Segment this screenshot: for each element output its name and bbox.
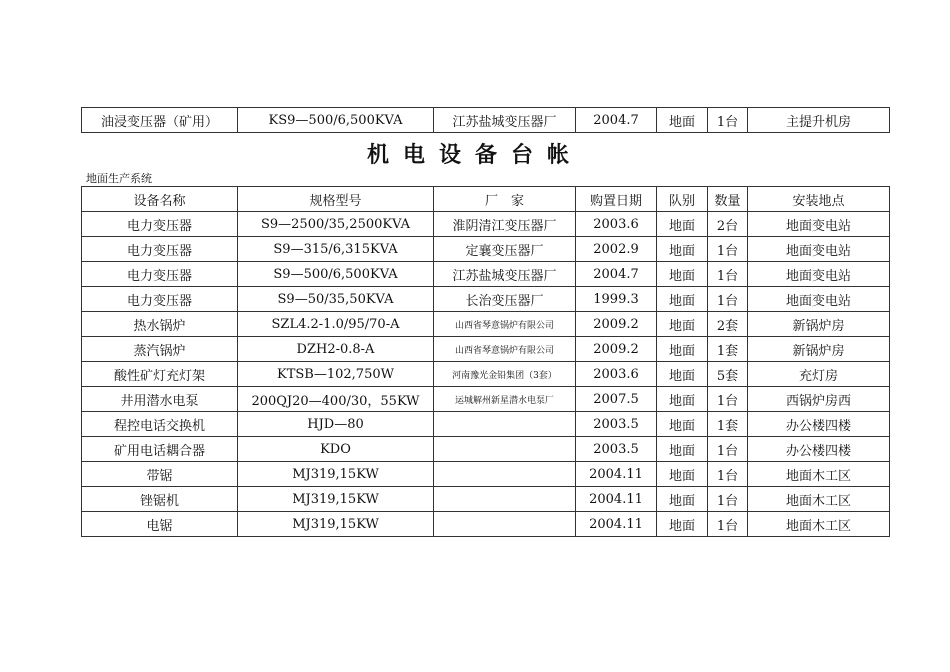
cell-model: HJD—80: [238, 412, 434, 437]
cell-qty: 1套: [708, 412, 748, 437]
cell-maker: [434, 487, 576, 512]
header-location: 安装地点: [748, 187, 890, 212]
cell-location: 地面木工区: [748, 487, 890, 512]
cell-location: 地面变电站: [748, 262, 890, 287]
cell-model: SZL4.2-1.0/95/70-A: [238, 312, 434, 337]
cell-model: DZH2-0.8-A: [238, 337, 434, 362]
cell-team: 地面: [657, 108, 708, 133]
cell-name: 电锯: [82, 512, 238, 537]
cell-team: 地面: [657, 312, 708, 337]
cell-location: 地面变电站: [748, 287, 890, 312]
cell-team: 地面: [657, 462, 708, 487]
cell-name: 矿用电话耦合器: [82, 437, 238, 462]
cell-name: 程控电话交换机: [82, 412, 238, 437]
cell-date: 2007.5: [576, 387, 657, 412]
cell-model: 200QJ20—400/30，55KW: [238, 387, 434, 412]
cell-team: 地面: [657, 412, 708, 437]
table-row: [82, 337, 890, 362]
cell-team: 地面: [657, 262, 708, 287]
cell-qty: 1台: [708, 262, 748, 287]
cell-date: 2003.5: [576, 412, 657, 437]
cell-maker: 江苏盐城变压器厂: [434, 108, 576, 133]
table-row: [82, 437, 890, 462]
section-subtitle: 地面生产系统: [86, 172, 152, 185]
cell-location: 新锅炉房: [748, 337, 890, 362]
cell-location: 办公楼四楼: [748, 412, 890, 437]
cell-location: 西锅炉房西: [748, 387, 890, 412]
cell-maker: 江苏盐城变压器厂: [434, 262, 576, 287]
cell-qty: 1台: [708, 287, 748, 312]
cell-maker: 长治变压器厂: [434, 287, 576, 312]
table-row: [82, 287, 890, 312]
cell-name: 带锯: [82, 462, 238, 487]
cell-maker: [434, 437, 576, 462]
cell-name: 电力变压器: [82, 287, 238, 312]
cell-qty: 1台: [708, 437, 748, 462]
cell-name: 电力变压器: [82, 212, 238, 237]
table-row: [82, 387, 890, 412]
cell-date: 2004.7: [576, 108, 657, 133]
cell-maker: 河南豫光金铅集团（3套）: [434, 362, 576, 387]
cell-date: 2009.2: [576, 312, 657, 337]
cell-date: 2004.7: [576, 262, 657, 287]
cell-name: 电力变压器: [82, 237, 238, 262]
cell-team: 地面: [657, 212, 708, 237]
cell-date: 1999.3: [576, 287, 657, 312]
cell-team: 地面: [657, 287, 708, 312]
cell-date: 2003.5: [576, 437, 657, 462]
cell-location: 地面木工区: [748, 512, 890, 537]
cell-qty: 2套: [708, 312, 748, 337]
table-row: [82, 312, 890, 337]
table-row: [82, 237, 890, 262]
cell-model: S9—500/6,500KVA: [238, 262, 434, 287]
cell-location: 主提升机房: [748, 108, 890, 133]
cell-name: 电力变压器: [82, 262, 238, 287]
cell-name: 热水锅炉: [82, 312, 238, 337]
cell-name: 井用潜水电泵: [82, 387, 238, 412]
cell-maker: [434, 462, 576, 487]
cell-location: 地面木工区: [748, 462, 890, 487]
cell-qty: 1台: [708, 237, 748, 262]
cell-location: 新锅炉房: [748, 312, 890, 337]
cell-model: S9—50/35,50KVA: [238, 287, 434, 312]
page-title: 机电设备台帐: [366, 142, 583, 168]
cell-team: 地面: [657, 337, 708, 362]
cell-team: 地面: [657, 512, 708, 537]
cell-name: 酸性矿灯充灯架: [82, 362, 238, 387]
cell-qty: 1台: [708, 108, 748, 133]
table-header-row: [82, 187, 890, 212]
header-maker: 厂 家: [434, 187, 576, 212]
header-qty: 数量: [708, 187, 748, 212]
cell-date: 2004.11: [576, 462, 657, 487]
cell-date: 2003.6: [576, 212, 657, 237]
cell-maker: 定襄变压器厂: [434, 237, 576, 262]
cell-qty: 5套: [708, 362, 748, 387]
cell-qty: 1台: [708, 487, 748, 512]
cell-model: MJ319,15KW: [238, 462, 434, 487]
cell-name: 油浸变压器（矿用）: [82, 108, 238, 133]
table-row: [82, 412, 890, 437]
cell-date: 2004.11: [576, 512, 657, 537]
table-row: [82, 212, 890, 237]
cell-team: 地面: [657, 437, 708, 462]
table-row: [82, 487, 890, 512]
cell-qty: 1台: [708, 512, 748, 537]
cell-date: 2004.11: [576, 487, 657, 512]
cell-model: KTSB—102,750W: [238, 362, 434, 387]
cell-model: S9—315/6,315KVA: [238, 237, 434, 262]
cell-date: 2009.2: [576, 337, 657, 362]
header-team: 队别: [657, 187, 708, 212]
cell-date: 2002.9: [576, 237, 657, 262]
table-row: [82, 462, 890, 487]
cell-name: 蒸汽锅炉: [82, 337, 238, 362]
table-body: [82, 212, 890, 537]
cell-maker: 淮阴清江变压器厂: [434, 212, 576, 237]
table-row: [82, 262, 890, 287]
cell-model: S9—2500/35,2500KVA: [238, 212, 434, 237]
header-date: 购置日期: [576, 187, 657, 212]
cell-team: 地面: [657, 387, 708, 412]
previous-page-row-table: [81, 107, 890, 133]
cell-location: 地面变电站: [748, 212, 890, 237]
cell-model: MJ319,15KW: [238, 487, 434, 512]
table-row: [82, 108, 890, 133]
cell-model: KDO: [238, 437, 434, 462]
cell-maker: 运城解州新星潜水电泵厂: [434, 387, 576, 412]
table-row: [82, 362, 890, 387]
cell-maker: [434, 512, 576, 537]
cell-qty: 1台: [708, 387, 748, 412]
header-name: 设备名称: [82, 187, 238, 212]
cell-qty: 2台: [708, 212, 748, 237]
cell-date: 2003.6: [576, 362, 657, 387]
cell-team: 地面: [657, 237, 708, 262]
table-row: [82, 512, 890, 537]
cell-location: 充灯房: [748, 362, 890, 387]
header-model: 规格型号: [238, 187, 434, 212]
cell-model: MJ319,15KW: [238, 512, 434, 537]
cell-qty: 1台: [708, 462, 748, 487]
cell-team: 地面: [657, 362, 708, 387]
cell-name: 锉锯机: [82, 487, 238, 512]
cell-location: 办公楼四楼: [748, 437, 890, 462]
cell-model: KS9—500/6,500KVA: [238, 108, 434, 133]
cell-maker: 山西省琴意锅炉有限公司: [434, 337, 576, 362]
cell-qty: 1套: [708, 337, 748, 362]
cell-location: 地面变电站: [748, 237, 890, 262]
cell-maker: 山西省琴意锅炉有限公司: [434, 312, 576, 337]
cell-maker: [434, 412, 576, 437]
cell-team: 地面: [657, 487, 708, 512]
equipment-table: [81, 186, 890, 537]
